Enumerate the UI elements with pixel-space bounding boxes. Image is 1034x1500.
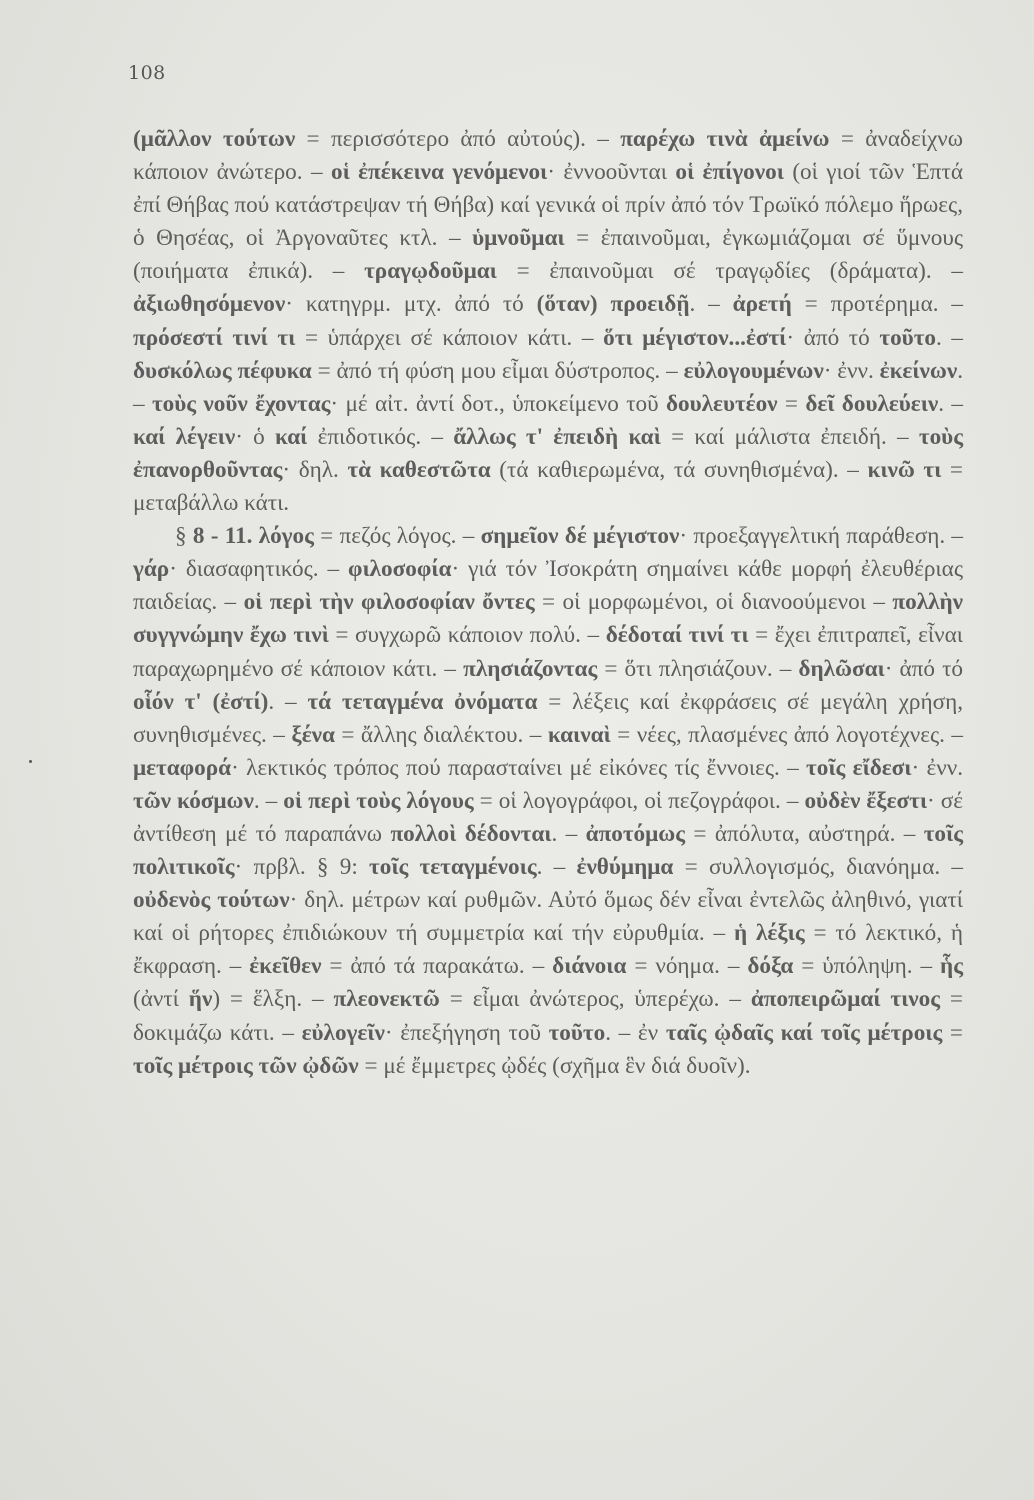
- lemma-term: τοῖς πολιτικοῖς: [133, 820, 963, 881]
- lemma-term: δεῖ δουλεύειν: [805, 390, 939, 417]
- lemma-term: τῶν κόσμων: [133, 787, 254, 814]
- lemma-term: δυσκόλως πέφυκα: [133, 357, 312, 384]
- gloss-text: . –: [551, 820, 586, 847]
- page-number: 108: [128, 62, 166, 84]
- gloss-text: = ἀναδείχνω κάποιον ἀνώτερο. –: [133, 126, 963, 186]
- gloss-text: · ἐπεξήγηση τοῦ: [384, 1019, 549, 1046]
- paragraph-1: [133, 123, 963, 520]
- gloss-text: = εἶμαι ἀνώτερος, ὑπερέχω. –: [439, 986, 751, 1013]
- gloss-text: · πρβλ. § 9:: [234, 854, 370, 881]
- commentary-text: [133, 123, 963, 1083]
- paragraph-2: [133, 520, 963, 1083]
- lemma-term: παρέχω τινὰ ἀμείνω: [620, 126, 830, 152]
- lemma-term: καί λέγειν: [133, 423, 236, 450]
- gloss-text: = ἄλλης διαλέκτου. –: [334, 721, 548, 748]
- lemma-term: ἧς: [940, 953, 963, 980]
- gloss-text: · ἀπό τό: [786, 324, 880, 351]
- gloss-text: = ἀπό τά παρακάτω. –: [321, 953, 553, 980]
- gloss-text: = μέ ἔμμετρες ᾠδές (σχῆμα ἓν διά δυοῖν).: [358, 1052, 751, 1079]
- lemma-term: δέδοταί τινί τι: [605, 622, 749, 649]
- lemma-term: ἀποτόμως: [585, 820, 686, 847]
- lemma-term: οἷόν τ' (ἐστί): [133, 688, 269, 715]
- gloss-text: = ὑπόληψη. –: [793, 953, 941, 980]
- gloss-text: = ὑπάρχει σέ κάποιον κάτι. –: [295, 324, 604, 351]
- gloss-text: . – ἐν: [605, 1019, 666, 1046]
- gloss-text: ἐπιδοτικός. –: [307, 423, 454, 450]
- lemma-term: οἱ ἐπέκεινα γενόμενοι: [330, 159, 548, 186]
- lemma-term: οἱ ἐπίγονοι: [675, 159, 784, 186]
- lemma-term: πολλοὶ δέδονται: [390, 820, 552, 847]
- gloss-text: · σέ ἀντίθεση μέ τό παραπάνω: [133, 787, 963, 847]
- lemma-term: γάρ: [133, 556, 170, 583]
- lemma-term: φιλοσοφία: [348, 556, 452, 583]
- gloss-text: = ἀπό τή φύση μου εἶμαι δύστροπος. –: [311, 357, 684, 384]
- lemma-term: ἀποπειρῶμαί τινος: [750, 986, 941, 1013]
- lemma-term: μεταφορά: [133, 754, 232, 781]
- lemma-term: οἱ περὶ τὴν φιλοσοφίαν ὄντες: [243, 589, 535, 616]
- lemma-term: δόξα: [747, 953, 794, 980]
- gloss-text: = οἱ μορφωμένοι, οἱ διανοούμενοι –: [534, 589, 893, 616]
- gloss-text: = προτέρημα. –: [791, 291, 964, 318]
- lemma-term: ἄλλως τ' ἐπειδὴ καὶ: [453, 423, 661, 450]
- gloss-text: §: [175, 523, 193, 550]
- gloss-text: = ἐπαινοῦμαι, ἐγκωμιάζομαι σέ ὕμνους (ποιήματα ἐπικά). –: [133, 225, 964, 285]
- gloss-text: = δοκιμάζω κάτι. –: [133, 986, 963, 1046]
- lemma-term: τοῦτο: [879, 324, 936, 351]
- gloss-text: . –: [935, 324, 964, 351]
- lemma-term: τοῖς μέτροις τῶν ᾠδῶν: [133, 1052, 359, 1079]
- lemma-term: ἐκείνων: [879, 357, 958, 384]
- lemma-term: τοὺς νοῦν ἔχοντας: [151, 390, 331, 417]
- gloss-text: (οἱ γιοί τῶν Ἑπτά ἐπί Θήβας πού κατάστρεψαν τή Θήβα) καί γενικά οἱ πρίν ἀπό τόν Τρωϊκό πόλεμο ἥρωες, ὁ Θησέας, οἱ Ἀργοναῦτες κτλ. –: [133, 159, 963, 252]
- gloss-text: =: [942, 1019, 964, 1046]
- gloss-text: · κατηγρμ. μτχ. ἀπό τό: [285, 291, 537, 318]
- lemma-term: ὑμνοῦμαι: [472, 225, 565, 252]
- gloss-text: · ἐννοοῦνται: [547, 159, 676, 186]
- lemma-term: εὐλογουμένων: [683, 357, 824, 384]
- gloss-text: · ὁ: [235, 423, 276, 450]
- lemma-term: (μᾶλλον τούτων: [133, 126, 296, 152]
- lemma-term: πολλὴν συγγνώμην ἔχω τινὶ: [133, 589, 963, 649]
- gloss-text: . –: [938, 390, 964, 417]
- lemma-term: δουλευτέον: [665, 390, 778, 417]
- lemma-term: ἀξιωθησόμενον: [133, 291, 286, 318]
- gloss-text: = ἐπαινοῦμαι σέ τραγῳδίες (δράματα). –: [496, 258, 963, 285]
- gloss-text: = οἱ λογογράφοι, οἱ πεζογράφοι. –: [473, 787, 805, 814]
- gloss-text: · λεκτικός τρόπος πού παρασταίνει μέ εἰκόνες τίς ἔννοιες. –: [231, 754, 807, 781]
- lemma-term: τὰ καθεστῶτα: [347, 456, 491, 483]
- lemma-term: πλησιάζοντας: [463, 655, 598, 682]
- gloss-text: = νόημα. –: [626, 953, 748, 980]
- lemma-term: τοῖς εἴδεσι: [806, 754, 912, 781]
- lemma-term: πρόσεστί τινί τι: [133, 324, 296, 351]
- gloss-text: = καί μάλιστα ἐπειδή. –: [660, 423, 919, 450]
- lemma-term: τοῖς τεταγμένοις: [369, 854, 537, 881]
- gloss-text: = μεταβάλλω κάτι.: [133, 456, 963, 517]
- lemma-term: ἥν: [188, 986, 213, 1013]
- lemma-term: ξένα: [291, 721, 335, 748]
- gloss-text: = νέες, πλασμένες ἀπό λογοτέχνες. –: [610, 721, 964, 748]
- lemma-term: 8 - 11. λόγος: [192, 523, 314, 550]
- lemma-term: κινῶ τι: [867, 456, 942, 483]
- lemma-term: τοὺς ἐπανορθοῦντας: [133, 423, 963, 483]
- lemma-term: σημεῖον δέ μέγιστον: [480, 523, 680, 550]
- gloss-text: (ἀντί: [133, 986, 189, 1013]
- gloss-text: = περισσότερο ἀπό αὐτούς). –: [295, 126, 621, 152]
- gloss-text: = ὅτι πλησιάζουν. –: [597, 655, 799, 682]
- lemma-term: οἱ περὶ τοὺς λόγους: [283, 787, 474, 814]
- gloss-text: . –: [536, 854, 577, 881]
- gloss-text: = πεζός λόγος. –: [313, 523, 481, 550]
- margin-speck: [29, 760, 32, 763]
- lemma-term: τραγῳδοῦμαι: [364, 258, 497, 285]
- lemma-term: διάνοια: [552, 953, 627, 980]
- gloss-text: · προεξαγγελτική παράθεση. –: [679, 523, 963, 550]
- gloss-text: . –: [133, 357, 963, 417]
- gloss-text: = συγχωρῶ κάποιον πολύ. –: [328, 622, 606, 649]
- lemma-term: ἡ λέξις: [733, 920, 805, 947]
- lemma-term: δηλῶσαι: [798, 655, 885, 682]
- gloss-text: · μέ αἰτ. ἀντί δοτ., ὑποκείμενο τοῦ: [330, 390, 666, 417]
- lemma-term: (ὅταν) προειδῇ: [536, 291, 690, 318]
- lemma-term: ἐκεῖθεν: [249, 953, 322, 980]
- gloss-text: . –: [689, 291, 733, 318]
- gloss-text: ) = ἕλξη. –: [212, 986, 334, 1013]
- gloss-text: = ἔχει ἐπιτραπεῖ, εἶναι παραχωρημένο σέ κάποιον κάτι. –: [133, 622, 963, 682]
- gloss-text: = συλλογισμός, διανόημα. –: [673, 854, 963, 881]
- lemma-term: ταῖς ᾠδαῖς καί τοῖς μέτροις: [665, 1019, 943, 1046]
- lemma-term: οὐδενὸς τούτων: [133, 887, 290, 914]
- gloss-text: · διασαφητικός. –: [169, 556, 348, 583]
- gloss-text: · δηλ.: [282, 456, 348, 483]
- lemma-term: τά τεταγμένα ὀνόματα: [307, 688, 538, 715]
- lemma-term: ἀρετή: [732, 291, 792, 318]
- gloss-text: · γιά τόν Ἰσοκράτη σημαίνει κάθε μορφή ἐλευθέριας παιδείας. –: [133, 556, 963, 616]
- gloss-text: · ἐνν.: [911, 754, 963, 781]
- gloss-text: =: [777, 390, 806, 417]
- lemma-term: τοῦτο: [548, 1019, 606, 1046]
- lemma-term: οὐδὲν ἔξεστι: [804, 787, 928, 814]
- lemma-term: πλεονεκτῶ: [333, 986, 440, 1013]
- lemma-term: καί: [275, 423, 308, 450]
- gloss-text: = λέξεις καί ἐκφράσεις σέ μεγάλη χρήση, συνηθισμένες. –: [133, 688, 963, 748]
- gloss-text: = τό λεκτικό, ἡ ἔκφραση. –: [133, 920, 963, 980]
- gloss-text: = ἀπόλυτα, αὐστηρά. –: [685, 820, 924, 847]
- gloss-text: . –: [253, 787, 284, 814]
- gloss-text: · ἐνν.: [823, 357, 880, 384]
- lemma-term: ὅτι μέγιστον...ἐστί: [603, 324, 787, 351]
- gloss-text: (τά καθιερωμένα, τά συνηθισμένα). –: [490, 456, 868, 483]
- lemma-term: καιναὶ: [547, 721, 611, 748]
- gloss-text: · δηλ. μέτρων καί ρυθμῶν. Αὐτό ὅμως δέν εἶναι ἐντελῶς ἀληθινό, γιατί καί οἱ ρήτορες ἐπιδιώκουν τή συμμετρία καί τήν εὐρυθμία. –: [133, 887, 964, 947]
- gloss-text: · ἀπό τό: [884, 655, 963, 682]
- gloss-text: . –: [268, 688, 308, 715]
- lemma-term: ἐνθύμημα: [576, 854, 674, 881]
- lemma-term: εὐλογεῖν: [301, 1019, 385, 1046]
